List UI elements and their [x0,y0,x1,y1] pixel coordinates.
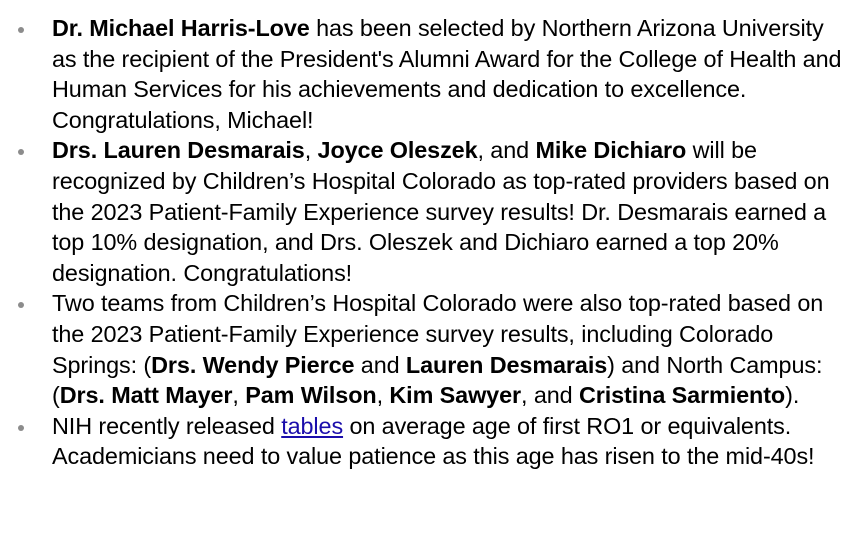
honoree-name: Lauren Desmarais [405,351,608,378]
honoree-name: Drs. Matt Mayer [59,382,233,409]
news-item [0,135,852,288]
item-text: , [232,382,246,409]
bullet-dot-icon [18,302,24,308]
honoree-name: Drs. Wendy Pierce [151,351,355,378]
item-text: , and [521,382,579,409]
honoree-name: Dr. Michael Harris-Love [52,15,310,41]
item-text: ). [785,382,800,409]
bullet-dot-icon [18,27,24,33]
item-text: , [304,137,318,164]
tables-link[interactable]: tables [281,412,344,439]
item-text: will be recognized by Children’s Hospital Colorado as top-rated providers based on the 2023 Patient-Family Experience survey results! Dr. Desmarais earned a top 10% designation, and Drs. Oleszek and Dichiaro earned a top 20% designation. Congratulations! [52,137,830,286]
item-text: , and [477,137,536,164]
bullet-dot-icon [18,425,24,431]
item-text: NIH recently released [52,412,282,439]
honoree-name: Kim Sawyer [389,382,522,409]
news-item [0,411,852,472]
item-text: , [376,382,390,409]
honoree-name: Mike Dichiaro [535,137,687,164]
honoree-name: Pam Wilson [245,382,377,409]
item-text: ) and North Campus: ( [52,351,823,409]
news-item [0,13,852,135]
item-text: Two teams from Children’s Hospital Colorado were also top-rated based on the 2023 Patient-Family Experience survey results, including Colorado Springs: ( [52,290,824,378]
news-item [0,288,852,410]
item-text: and [354,351,406,378]
item-text: on average age of first RO1 or equivalents. Academicians need to value patience as this age has risen to the mid-40s! [52,412,815,470]
item-text: has been selected by Northern Arizona University as the recipient of the President's Alumni Award for the College of Health and Human Services for his achievements and dedication to excellence. Congratulations, Michael! [52,15,842,133]
honoree-name: Drs. Lauren Desmarais [52,137,305,164]
news-bullet-list [0,13,852,472]
bullet-dot-icon [18,149,24,155]
honoree-name: Joyce Oleszek [317,137,478,164]
honoree-name: Cristina Sarmiento [578,382,786,409]
